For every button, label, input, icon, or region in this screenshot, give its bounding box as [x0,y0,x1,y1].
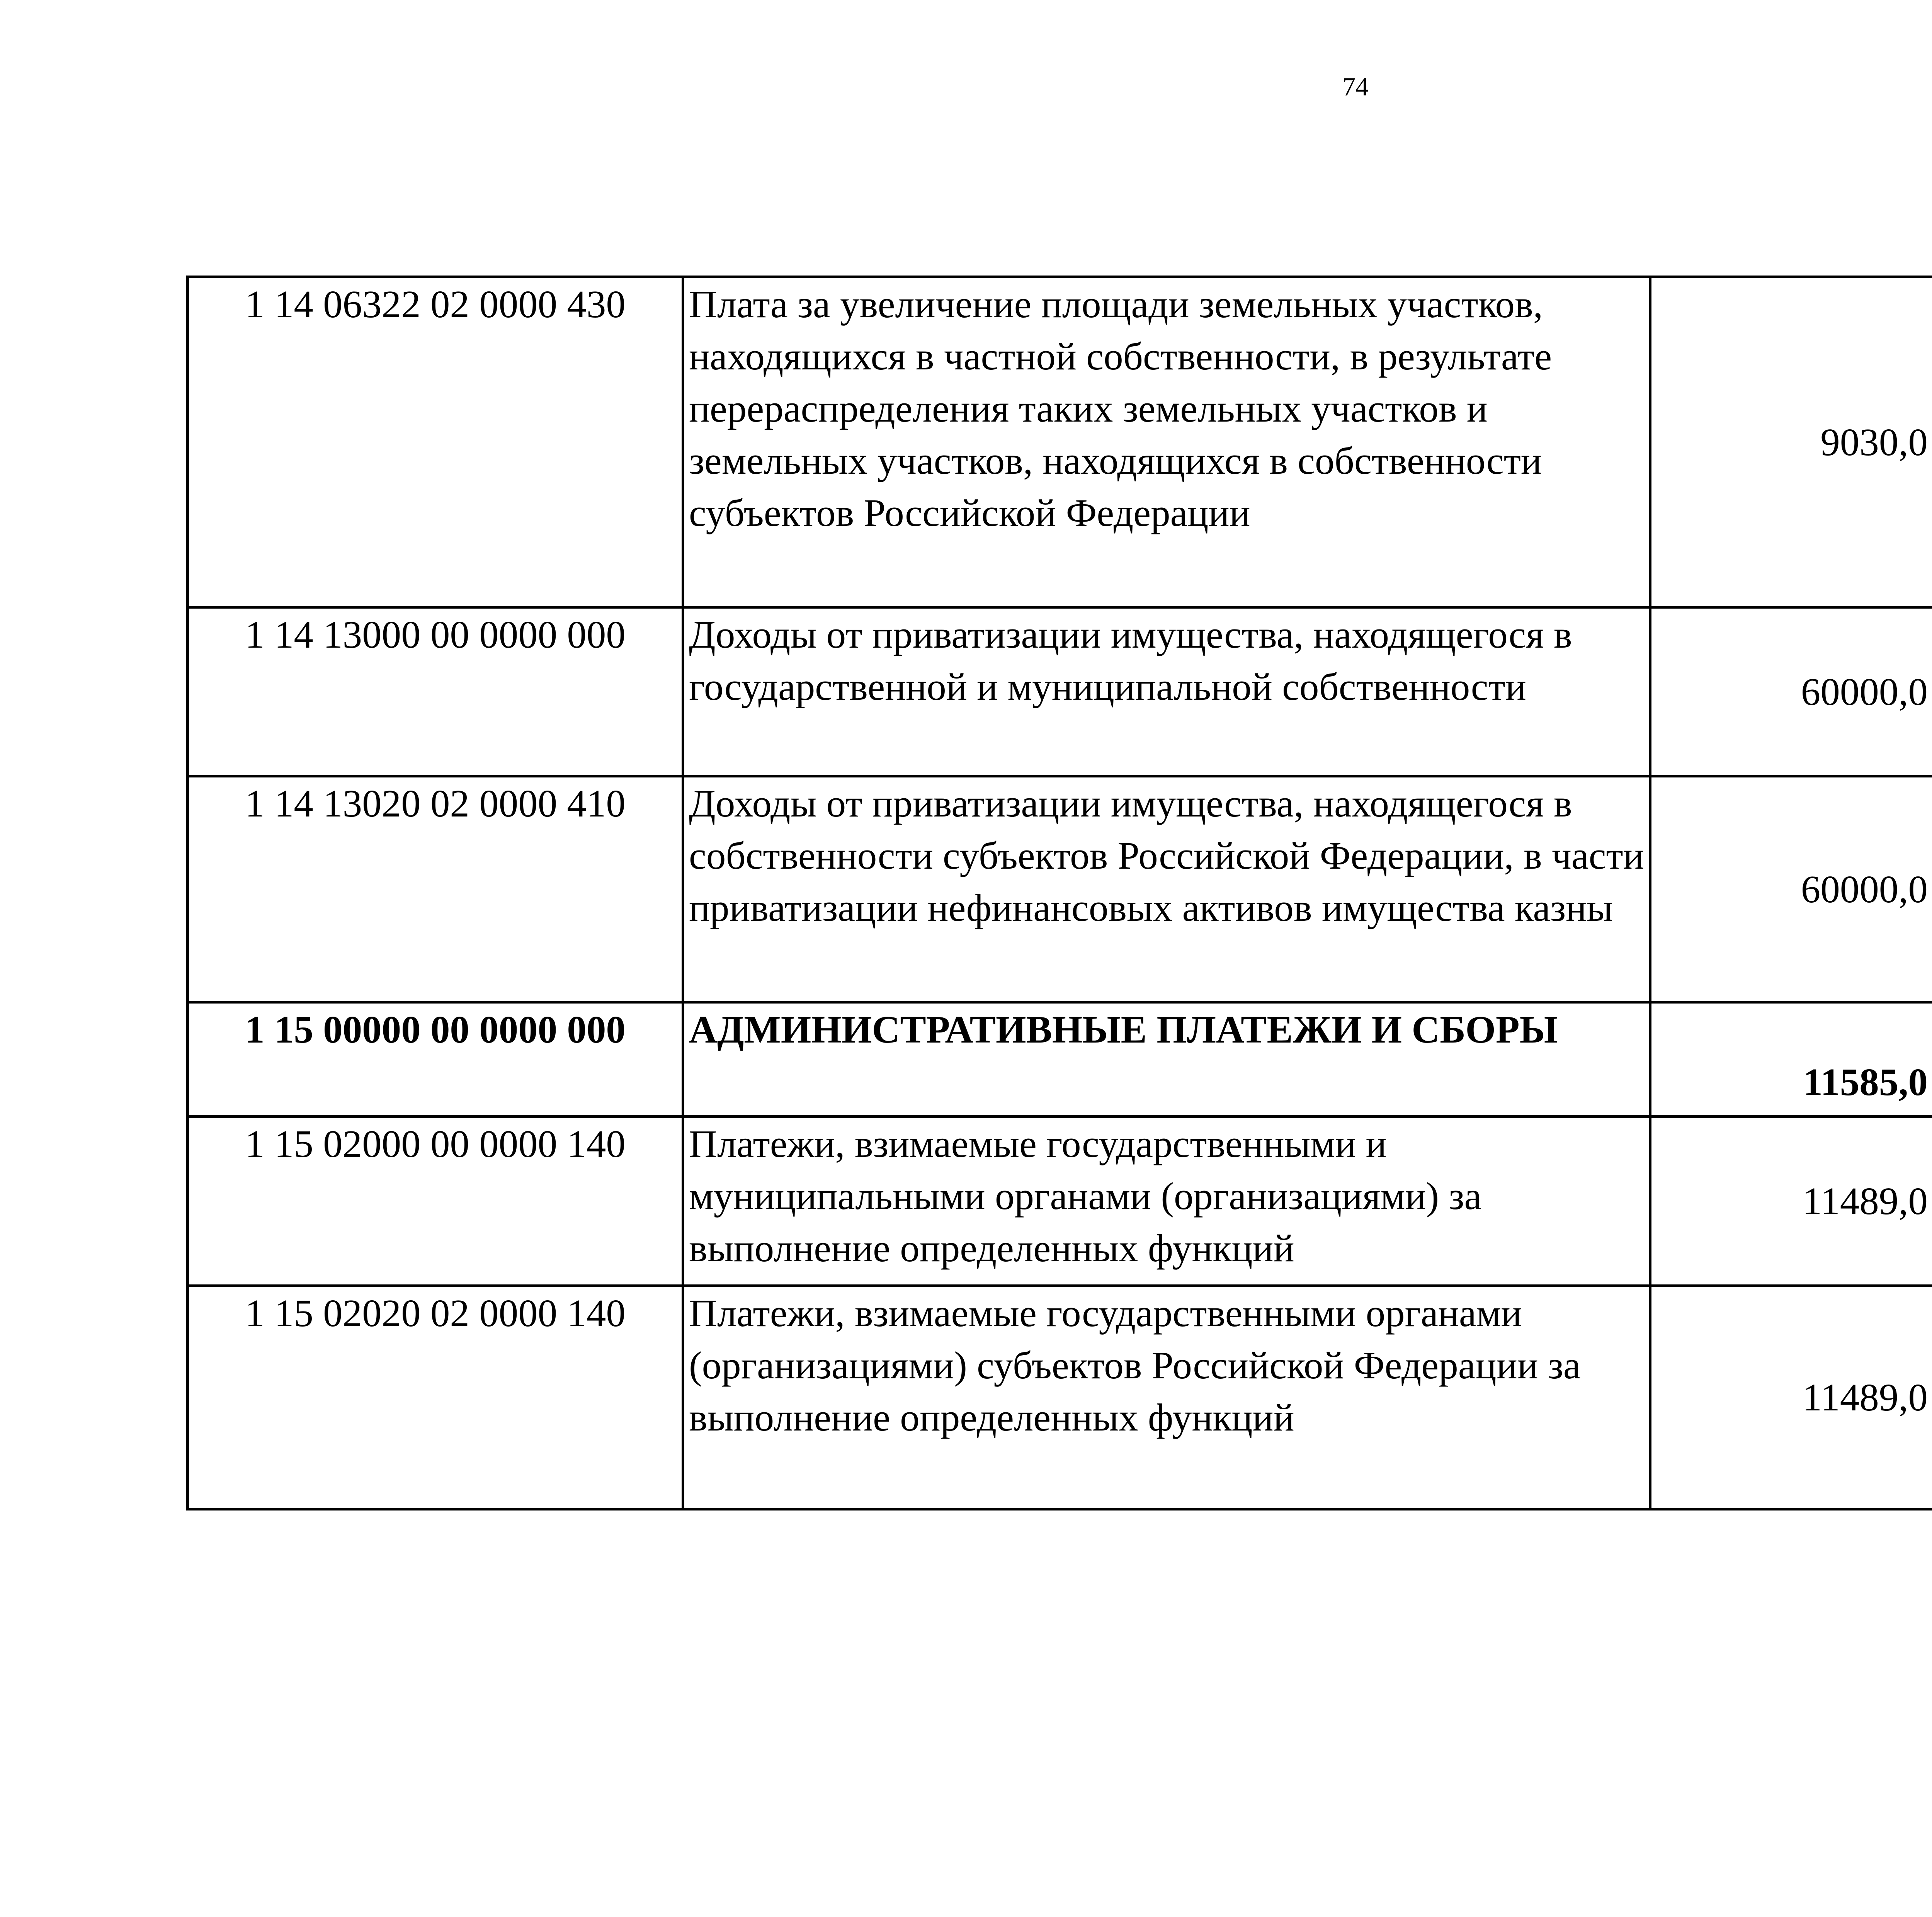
budget-code-cell: 1 14 13020 02 0000 410 [188,776,683,1002]
revenue-table [186,276,1932,1510]
table-row [188,607,1932,776]
amount-1-cell: 60000,0 [1650,607,1932,776]
revenue-name-cell: АДМИНИСТРАТИВНЫЕ ПЛАТЕЖИ И СБОРЫ [683,1002,1650,1117]
budget-code-cell: 1 15 02000 00 0000 140 [188,1117,683,1286]
amount-1-cell: 11585,0 [1650,1002,1932,1117]
table-row [188,776,1932,1002]
budget-code-cell: 1 15 00000 00 0000 000 [188,1002,683,1117]
amount-1-cell: 11489,0 [1650,1286,1932,1509]
revenue-name-cell: Платежи, взимаемые государственными органами (организациями) субъектов Российской Федерации за выполнение определенных функций [683,1286,1650,1509]
page-number: 74 [1342,72,1369,101]
table-row [188,1117,1932,1286]
budget-code-cell: 1 14 06322 02 0000 430 [188,277,683,607]
budget-code-cell: 1 14 13000 00 0000 000 [188,607,683,776]
revenue-name-cell: Плата за увеличение площади земельных участков, находящихся в частной собственности, в результате перераспределения таких земельных участков и земельных участков, находящихся в собственности субъектов Российской Федерации [683,277,1650,607]
budget-code-cell: 1 15 02020 02 0000 140 [188,1286,683,1509]
table-row [188,277,1932,607]
table-row [188,1286,1932,1509]
amount-1-cell: 60000,0 [1650,776,1932,1002]
revenue-name-cell: Доходы от приватизации имущества, находящегося в собственности субъектов Российской Федерации, в части приватизации нефинансовых активов имущества казны [683,776,1650,1002]
revenue-name-cell: Платежи, взимаемые государственными и муниципальными органами (организациями) за выполнение определенных функций [683,1117,1650,1286]
amount-1-cell: 11489,0 [1650,1117,1932,1286]
table-row-section-total [188,1002,1932,1117]
revenue-name-cell: Доходы от приватизации имущества, находящегося в государственной и муниципальной собственности [683,607,1650,776]
amount-1-cell: 9030,0 [1650,277,1932,607]
